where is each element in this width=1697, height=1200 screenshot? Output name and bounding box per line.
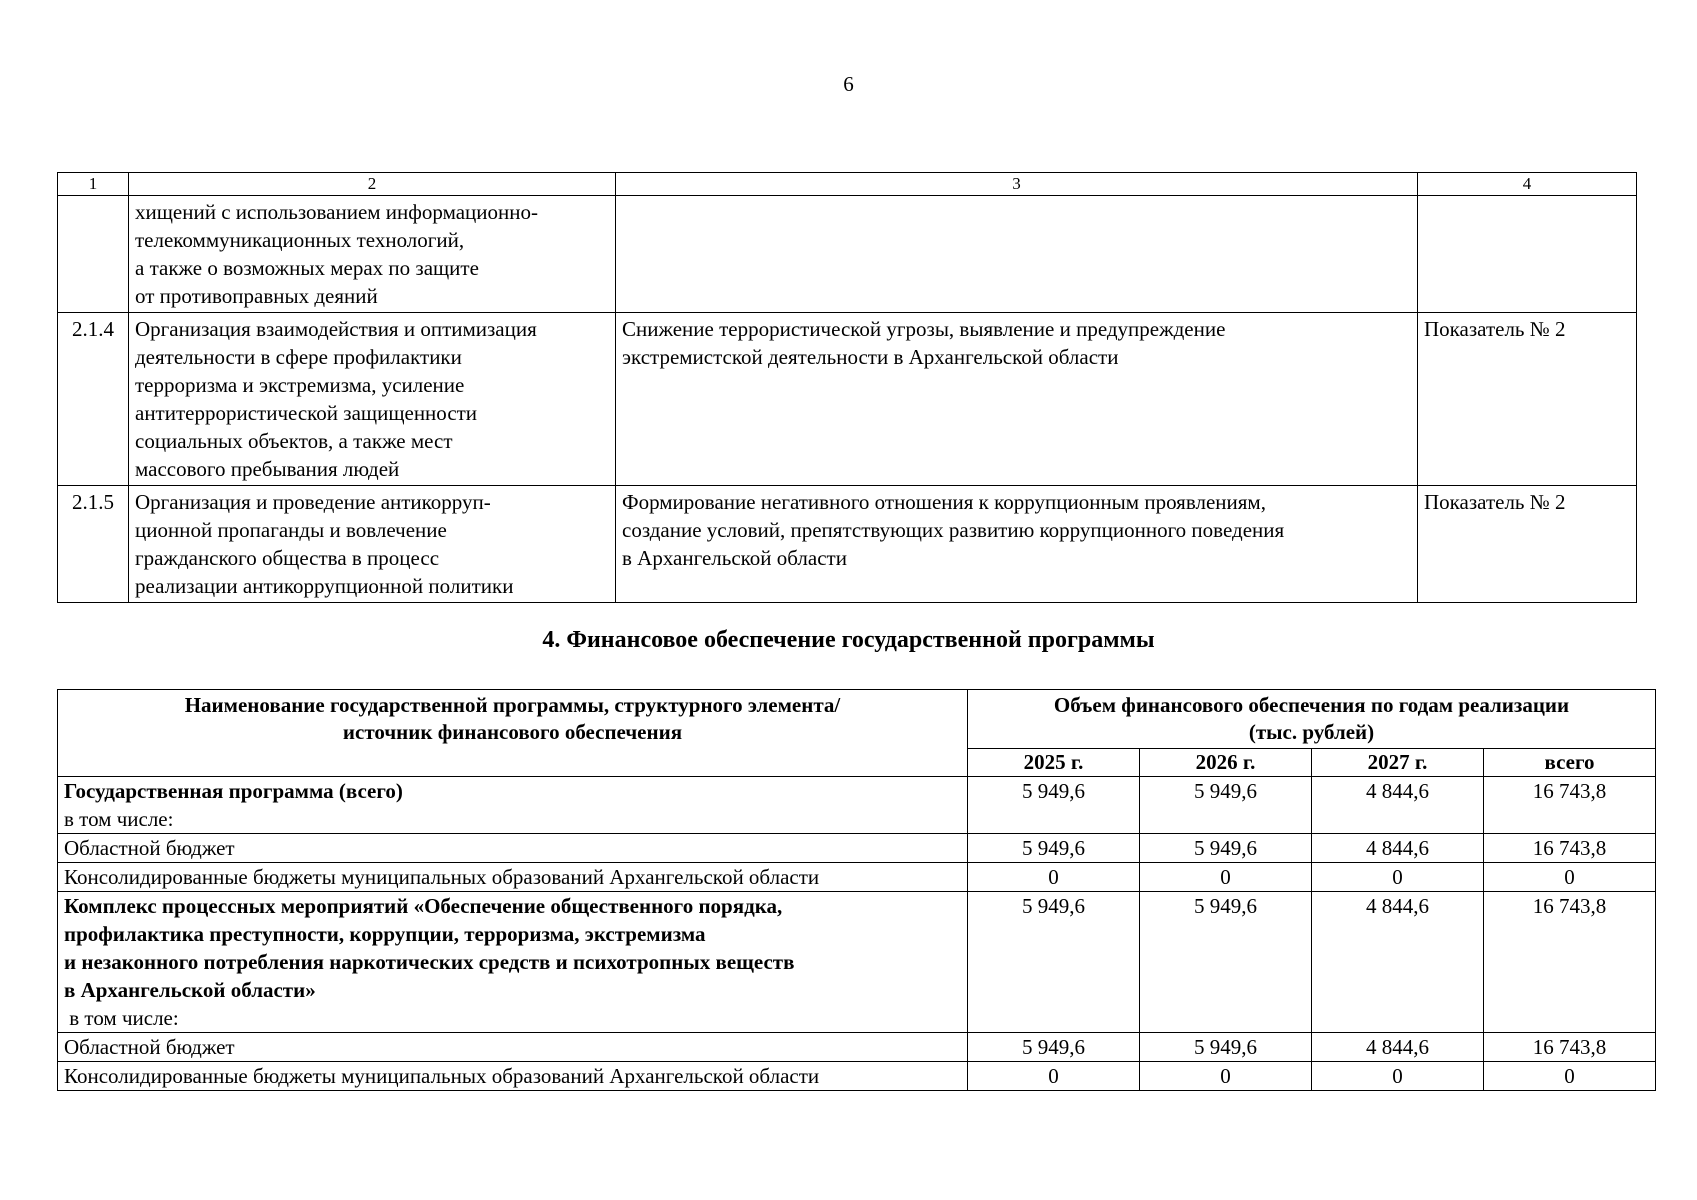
value-total: 16 743,8 — [1484, 834, 1656, 863]
effect-text — [616, 313, 1418, 486]
text-line: в Архангельской области» — [64, 978, 316, 1002]
table-row — [58, 834, 1656, 863]
text-line: Государственная программа (всего) — [64, 779, 403, 803]
value-2025: 0 — [968, 863, 1140, 892]
year-header: 2026 г. — [1140, 749, 1312, 777]
column-numbers-row — [58, 173, 1637, 196]
text-line: и незаконного потребления наркотических средств и психотропных веществ — [64, 950, 795, 974]
header-volume — [968, 690, 1656, 749]
table-row — [58, 1033, 1656, 1062]
text-line: экстремистской деятельности в Архангельской области — [622, 345, 1119, 369]
text-line: от противоправных деяний — [135, 284, 378, 308]
finance-name: Консолидированные бюджеты муниципальных образований Архангельской области — [58, 863, 968, 892]
indicator-text: Показатель № 2 — [1418, 313, 1637, 486]
column-number: 2 — [129, 173, 616, 196]
task-text — [129, 486, 616, 603]
finance-header-row — [58, 690, 1656, 749]
row-number: 2.1.5 — [58, 486, 129, 603]
text-line: массового пребывания людей — [135, 457, 400, 481]
measures-table — [57, 172, 1637, 603]
indicator-text: Показатель № 2 — [1418, 486, 1637, 603]
value-2025: 5 949,6 — [968, 892, 1140, 1033]
value-2025: 5 949,6 — [968, 1033, 1140, 1062]
value-total: 16 743,8 — [1484, 892, 1656, 1033]
finance-name — [58, 777, 968, 834]
table-row — [58, 1062, 1656, 1091]
text-line: источник финансового обеспечения — [342, 720, 683, 744]
finance-name — [58, 892, 968, 1033]
table-row — [58, 196, 1637, 313]
value-total: 16 743,8 — [1484, 1033, 1656, 1062]
text-line: Формирование негативного отношения к коррупционным проявлениям, — [622, 490, 1266, 514]
value-2027: 4 844,6 — [1312, 892, 1484, 1033]
text-line: Организация взаимодействия и оптимизация — [135, 317, 537, 341]
value-2026: 5 949,6 — [1140, 1033, 1312, 1062]
value-2026: 0 — [1140, 863, 1312, 892]
value-2027: 4 844,6 — [1312, 834, 1484, 863]
text-line: Комплекс процессных мероприятий «Обеспечение общественного порядка, — [64, 894, 783, 918]
text-line: создание условий, препятствующих развитию коррупционного поведения — [622, 518, 1285, 542]
value-2027: 4 844,6 — [1312, 777, 1484, 834]
text-line: терроризма и экстремизма, усиление — [135, 373, 465, 397]
text-line: а также о возможных мерах по защите — [135, 256, 479, 280]
value-total: 0 — [1484, 1062, 1656, 1091]
value-2027: 4 844,6 — [1312, 1033, 1484, 1062]
text-line: (тыс. рублей) — [1248, 720, 1375, 744]
text-line: Организация и проведение антикорруп- — [135, 490, 491, 514]
finance-name: Областной бюджет — [58, 1033, 968, 1062]
value-2027: 0 — [1312, 1062, 1484, 1091]
table-row — [58, 892, 1656, 1033]
finance-table — [57, 689, 1656, 1091]
table-row — [58, 863, 1656, 892]
year-header: всего — [1484, 749, 1656, 777]
year-header: 2027 г. — [1312, 749, 1484, 777]
column-number: 3 — [616, 173, 1418, 196]
text-line: профилактика преступности, коррупции, терроризма, экстремизма — [64, 922, 706, 946]
table-row — [58, 486, 1637, 603]
indicator-text — [1418, 196, 1637, 313]
row-number: 2.1.4 — [58, 313, 129, 486]
year-header: 2025 г. — [968, 749, 1140, 777]
value-2027: 0 — [1312, 863, 1484, 892]
section-title: 4. Финансовое обеспечение государственной программы — [542, 627, 1155, 653]
value-total: 0 — [1484, 863, 1656, 892]
value-2026: 5 949,6 — [1140, 777, 1312, 834]
task-text — [129, 313, 616, 486]
value-2026: 0 — [1140, 1062, 1312, 1091]
value-total: 16 743,8 — [1484, 777, 1656, 834]
column-number: 1 — [58, 173, 129, 196]
text-line: ционной пропаганды и вовлечение — [135, 518, 447, 542]
value-2025: 5 949,6 — [968, 834, 1140, 863]
task-text — [129, 196, 616, 313]
column-number: 4 — [1418, 173, 1637, 196]
text-line: Снижение террористической угрозы, выявление и предупреждение — [622, 317, 1226, 341]
text-line: деятельности в сфере профилактики — [135, 345, 462, 369]
text-line: в том числе: — [64, 807, 174, 831]
text-line: в Архангельской области — [622, 546, 847, 570]
text-line: телекоммуникационных технологий, — [135, 228, 465, 252]
finance-name: Областной бюджет — [58, 834, 968, 863]
table-row — [58, 313, 1637, 486]
header-name — [58, 690, 968, 777]
row-number — [58, 196, 129, 313]
text-line: гражданского общества в процесс — [135, 546, 440, 570]
effect-text — [616, 196, 1418, 313]
finance-name: Консолидированные бюджеты муниципальных образований Архангельской области — [58, 1062, 968, 1091]
page-number: 6 — [843, 72, 854, 96]
text-line: реализации антикоррупционной политики — [135, 574, 514, 598]
effect-text — [616, 486, 1418, 603]
value-2026: 5 949,6 — [1140, 892, 1312, 1033]
text-line: Объем финансового обеспечения по годам реализации — [1053, 693, 1570, 717]
text-line: социальных объектов, а также мест — [135, 429, 453, 453]
value-2026: 5 949,6 — [1140, 834, 1312, 863]
text-line: в том числе: — [64, 1006, 179, 1030]
value-2025: 0 — [968, 1062, 1140, 1091]
text-line: хищений с использованием информационно- — [135, 200, 538, 224]
text-line: антитеррористической защищенности — [135, 401, 478, 425]
text-line: Наименование государственной программы, структурного элемента/ — [184, 693, 841, 717]
table-row — [58, 777, 1656, 834]
value-2025: 5 949,6 — [968, 777, 1140, 834]
